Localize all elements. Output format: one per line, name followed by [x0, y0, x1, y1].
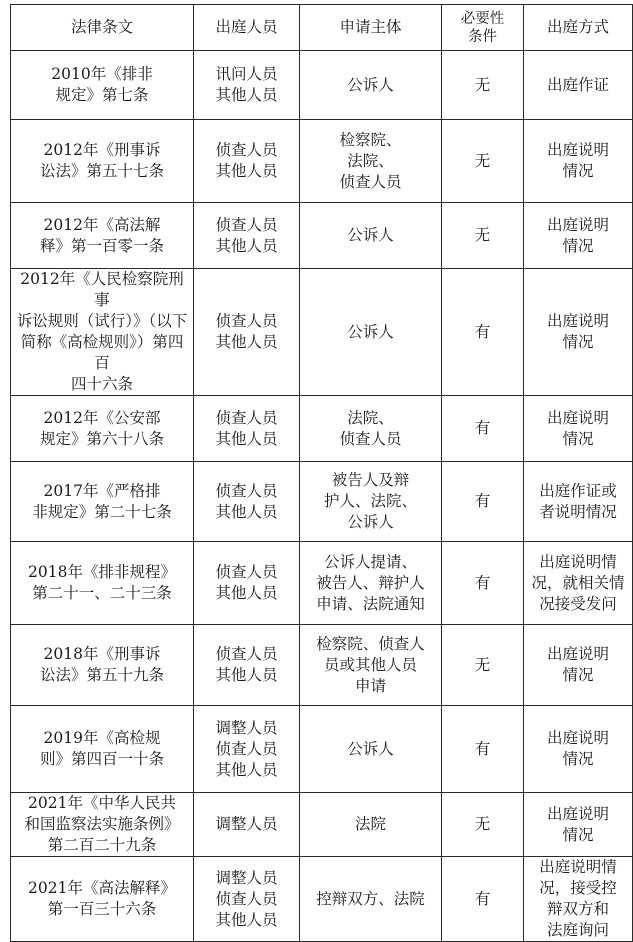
cell-manner: 出庭说明 情况 [524, 269, 633, 396]
table-row [11, 793, 633, 857]
cell-applicant: 公诉人 [300, 269, 442, 396]
table-row [11, 706, 633, 793]
cell-law: 2018年《排非规程》 第二十一、二十三条 [11, 542, 194, 625]
cell-law: 2017年《严格排 非规定》第二十七条 [11, 462, 194, 542]
cell-manner: 出庭说明 情况 [524, 203, 633, 269]
header-manner: 出庭方式 [524, 5, 633, 51]
cell-applicant: 公诉人 [300, 203, 442, 269]
cell-law: 2012年《刑事诉 讼法》第五十七条 [11, 120, 194, 203]
cell-required: 有 [442, 706, 524, 793]
cell-persons: 侦查人员 其他人员 [194, 269, 300, 396]
table-row [11, 396, 633, 462]
table-row [11, 857, 633, 942]
header-row [11, 5, 633, 51]
cell-law: 2019年《高检规 则》第四百一十条 [11, 706, 194, 793]
cell-persons: 侦查人员 其他人员 [194, 542, 300, 625]
cell-manner: 出庭说明情 况，就相关情 况接受发问 [524, 542, 633, 625]
cell-persons: 侦查人员 其他人员 [194, 203, 300, 269]
table-row [11, 542, 633, 625]
header-persons: 出庭人员 [194, 5, 300, 51]
cell-manner: 出庭说明 情况 [524, 625, 633, 706]
cell-law: 2021年《高法解释》 第一百三十六条 [11, 857, 194, 942]
cell-applicant: 公诉人 [300, 51, 442, 120]
header-law: 法律条文 [11, 5, 194, 51]
table-row [11, 120, 633, 203]
cell-law: 2021年《中华人民共 和国监察法实施条例》 第二百二十九条 [11, 793, 194, 857]
cell-required: 有 [442, 396, 524, 462]
table-row [11, 462, 633, 542]
cell-manner: 出庭说明情 况，接受控 辩双方和 法庭询问 [524, 857, 633, 942]
cell-manner: 出庭说明 情况 [524, 793, 633, 857]
cell-applicant: 公诉人提请、 被告人、辩护人 申请、法院通知 [300, 542, 442, 625]
cell-persons: 调整人员 [194, 793, 300, 857]
cell-applicant: 公诉人 [300, 706, 442, 793]
cell-required: 无 [442, 203, 524, 269]
cell-required: 有 [442, 462, 524, 542]
cell-required: 有 [442, 857, 524, 942]
header-required: 必要性 条件 [442, 5, 524, 51]
cell-persons: 侦查人员 其他人员 [194, 120, 300, 203]
cell-applicant: 法院 [300, 793, 442, 857]
cell-law: 2012年《公安部 规定》第六十八条 [11, 396, 194, 462]
cell-manner: 出庭作证 [524, 51, 633, 120]
table-row [11, 625, 633, 706]
cell-persons: 调整人员 侦查人员 其他人员 [194, 857, 300, 942]
cell-manner: 出庭说明 情况 [524, 120, 633, 203]
cell-manner: 出庭作证或 者说明情况 [524, 462, 633, 542]
cell-law: 2010年《排非 规定》第七条 [11, 51, 194, 120]
cell-required: 无 [442, 625, 524, 706]
table-row [11, 269, 633, 396]
cell-required: 无 [442, 793, 524, 857]
cell-law: 2012年《人民检察院刑事 诉讼规则（试行）》（以下 简称《高检规则》）第四百 四十六条 [11, 269, 194, 396]
cell-law: 2012年《高法解 释》第一百零一条 [11, 203, 194, 269]
cell-persons: 调整人员 侦查人员 其他人员 [194, 706, 300, 793]
cell-required: 有 [442, 269, 524, 396]
cell-persons: 侦查人员 其他人员 [194, 625, 300, 706]
cell-persons: 侦查人员 其他人员 [194, 396, 300, 462]
cell-manner: 出庭说明 情况 [524, 706, 633, 793]
cell-manner: 出庭说明 情况 [524, 396, 633, 462]
cell-applicant: 法院、 侦查人员 [300, 396, 442, 462]
cell-law: 2018年《刑事诉 讼法》第五十九条 [11, 625, 194, 706]
table-row [11, 51, 633, 120]
cell-applicant: 控辩双方、法院 [300, 857, 442, 942]
law-table [10, 4, 633, 942]
cell-applicant: 被告人及辩 护人、法院、 公诉人 [300, 462, 442, 542]
table-row [11, 203, 633, 269]
cell-applicant: 检察院、侦查人 员或其他人员 申请 [300, 625, 442, 706]
cell-persons: 讯问人员 其他人员 [194, 51, 300, 120]
cell-required: 有 [442, 542, 524, 625]
cell-persons: 侦查人员 其他人员 [194, 462, 300, 542]
cell-required: 无 [442, 51, 524, 120]
cell-required: 无 [442, 120, 524, 203]
header-applicant: 申请主体 [300, 5, 442, 51]
cell-applicant: 检察院、 法院、 侦查人员 [300, 120, 442, 203]
